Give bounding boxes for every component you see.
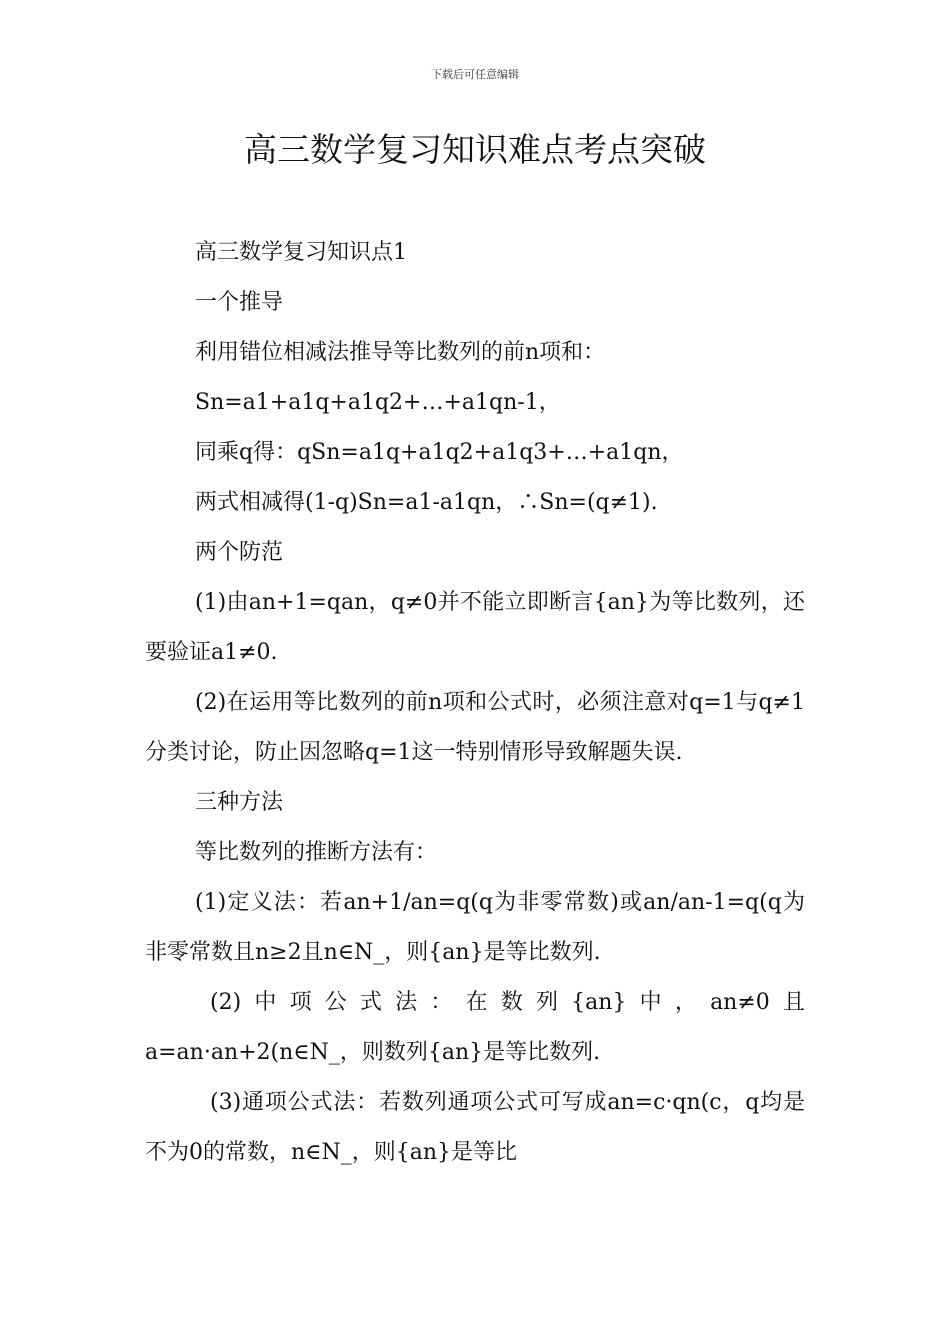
- formula-line: 两式相减得(1-q)Sn=a1-a1qn，∴Sn=(q≠1).: [195, 490, 658, 515]
- subheading-precautions: 两个防范: [195, 540, 284, 565]
- paragraph: (1)由an+1=qan，q≠0并不能立即断言{an}为等比数列，还要验证a1≠0.: [145, 590, 805, 665]
- paragraph: 等比数列的推断方法有：: [195, 840, 438, 865]
- subheading-methods: 三种方法: [195, 790, 284, 815]
- paragraph: (2)在运用等比数列的前n项和公式时，必须注意对q=1与q≠1分类讨论，防止因忽略q=1这一特别情形导致解题失误.: [145, 690, 805, 765]
- formula-line: 同乘q得：qSn=a1q+a1q2+a1q3+…+a1qn，: [195, 440, 684, 465]
- paragraph: 利用错位相减法推导等比数列的前n项和：: [195, 340, 606, 365]
- page-header-note: 下载后可任意编辑: [431, 68, 519, 81]
- section-heading: 高三数学复习知识点1: [195, 240, 407, 265]
- document-body: [145, 228, 805, 1178]
- paragraph: (2)中项公式法：在数列{an}中，an≠0且a=an·an+2(n∈N_，则数列{an}是等比数列.: [145, 990, 805, 1065]
- subheading-derivation: 一个推导: [195, 290, 284, 315]
- paragraph: (3)通项公式法：若数列通项公式可写成an=c·qn(c，q均是不为0的常数，n∈N_，则{an}是等比: [145, 1090, 805, 1165]
- document-title: 高三数学复习知识难点考点突破: [244, 130, 706, 169]
- formula-line: Sn=a1+a1q+a1q2+…+a1qn-1，: [195, 390, 561, 415]
- paragraph: (1)定义法：若an+1/an=q(q为非零常数)或an/an-1=q(q为非零常数且n≥2且n∈N_，则{an}是等比数列.: [145, 890, 805, 965]
